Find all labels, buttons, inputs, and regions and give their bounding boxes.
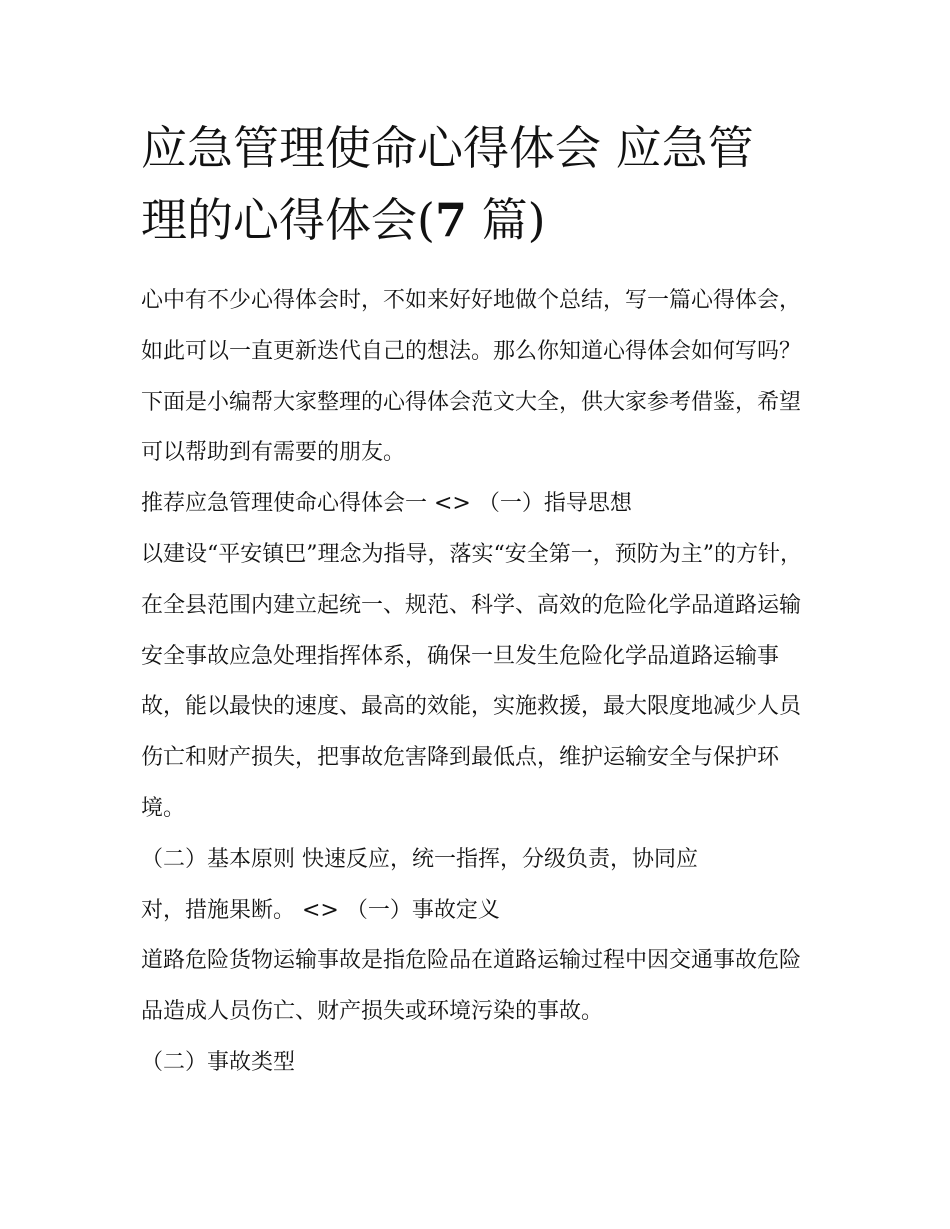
accident-definition-heading: 对，措施果断。 <> （一）事故定义 [141, 897, 500, 923]
accident-types-heading: （二）事故类型 [141, 1049, 296, 1075]
title-line-2-prefix: 理的心得体会( [141, 193, 435, 247]
title-line-1: 应急管理使命心得体会 应急管 [141, 121, 754, 175]
guiding-ideology-paragraph: 以建设“平安镇巴”理念为指导，落实“安全第一，预防为主”的方针，在全县范围内建立起统一、规范、科学、高效的危险化学品道路运输安全事故应急处理指挥体系，确保一旦发生危险化学品道路运输事故，能以最快的速度、最高的效能，实施救援，最大限度地减少人员伤亡和财产损失，把事故危害降到最低点，维护运输安全与保护环境。 [141, 541, 802, 821]
document-title [141, 112, 821, 256]
title-line-2-suffix: 篇) [466, 193, 546, 247]
accident-definition-paragraph: 道路危险货物运输事故是指危险品在道路运输过程中因交通事故危险品造成人员伤亡、财产损失或环境污染的事故。 [141, 948, 802, 1025]
basic-principles-line: （二）基本原则 快速反应，统一指挥，分级负责，协同应 [141, 846, 698, 872]
section-heading-guiding-ideology: 推荐应急管理使命心得体会一 <> （一）指导思想 [141, 491, 632, 517]
title-line-2-number: 7 [434, 193, 467, 247]
intro-paragraph: 心中有不少心得体会时，不如来好好地做个总结，写一篇心得体会，如此可以一直更新迭代自己的想法。那么你知道心得体会如何写吗？下面是小编帮大家整理的心得体会范文大全，供大家参考借鉴，希望可以帮助到有需要的朋友。 [141, 288, 802, 466]
document-body [141, 276, 816, 1089]
